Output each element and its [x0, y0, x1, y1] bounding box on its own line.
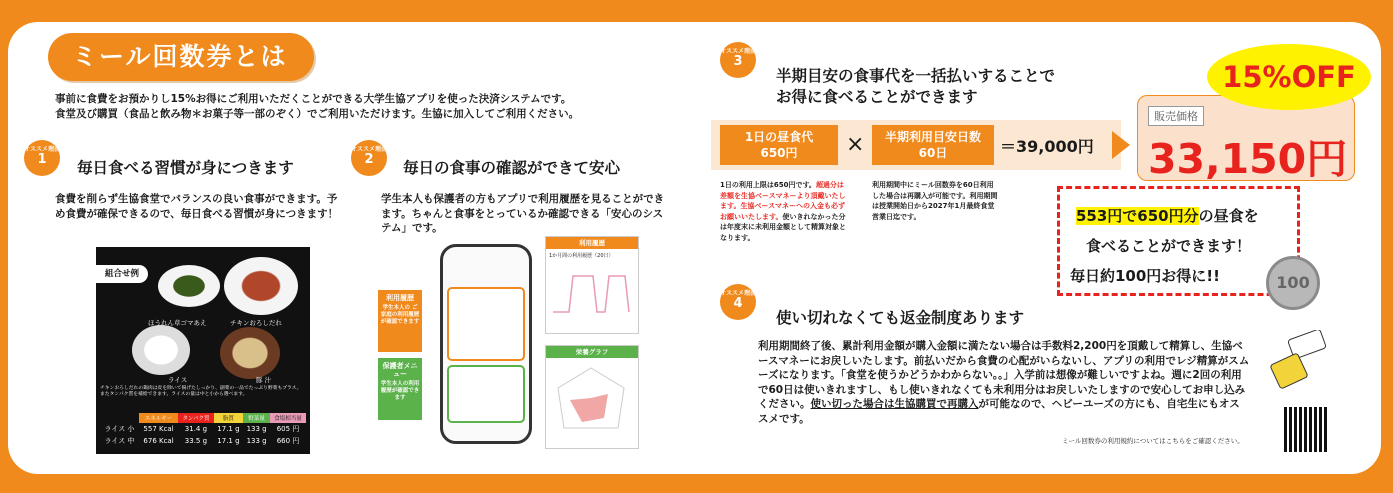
chicken-dish [224, 257, 298, 315]
meal-note: チキンおろしだれの鶏肉は皮を除いて揚げたしっかり、副菜の一品でたっぷり野菜もプラス。またタンパク質を補給できます。ライスの量は中と小から選べます。 [100, 386, 302, 397]
soup-bowl [220, 327, 280, 379]
reason-3-heading: 半期目安の食事代を一括払いすることで お得に食べることができます [776, 67, 1056, 106]
reason-2-body: 学生本人も保護者の方もアプリで利用履歴を見ることができます。ちゃんと食事をとっているか確認できる「安心のシステム」です。 [381, 193, 665, 234]
phone-mockup [440, 244, 532, 444]
meal-example-photo: 組合せ例 ほうれん草ゴマあえ チキンおろしだれ ライス 豚 汁 チキンおろしだれの鶏肉は皮を除いて揚げたしっかり、副菜の一品でたっぷり野菜もプラス。またタンパク質を補給できます。ライスの量は中と小から選べます。 エネルギー タンパク質 脂質 野菜量 食塩相当量 ライス 小 557 Kcal 31.4 g 17.1 g 133 g 605 円 ライス 中 676 Kcal 33.5 g 17.1 g 133 g 660 円 [96, 247, 310, 454]
terms-footer: ミール回数券の利用規約についてはこちらをご確認ください。 [1062, 437, 1244, 445]
reason-1-heading: 毎日食べる習慣が身につきます [77, 159, 294, 177]
page-title: ミール回数券とは [48, 33, 314, 81]
reason-2-badge: オススメ理由 2 [351, 140, 387, 176]
reason-4-body: 利用期間終了後、累計利用金額が購入金額に満たない場合は手数料2,200円を頂戴して精算し、生協ベースマネーにお戻しいたします。前払いだから食費の心配がいらないし、アプリの利用でレジ精算がスムーズになります。「食堂を使うかどうかわからない。。」入学前は想像が難しいですよね。週に2回の利用で60日は使いきれますし、もし使いきれなくても未利用分はお戻しいたしますので安心してお申し込みください。使い切った場合は生協購買で再購入が可能なので、ヘビーユーズの方にも、自宅生にもオススメです。 [758, 340, 1250, 425]
sale-price-box: 販売価格 33,150円 [1137, 95, 1355, 181]
phone-hand-illustration [1268, 330, 1338, 396]
intro-text: 事前に食費をお預かりし15%お得にご利用いただくことができる大学生協アプリを使った決済システムです。 食堂及び購買（食品と飲み物＊お菓子等一部のぞく）でご利用いただけます。生協に加入してご利用ください。 [55, 93, 580, 120]
reason-1-body: 食費を削らず生協食堂でバランスの良い食事ができます。予め食費が確保できるので、毎日食べる習慣が身につきます！ [55, 193, 339, 220]
meal-tag: 組合せ例 [96, 265, 148, 283]
usage-chart-panel: 利用履歴 1か月間の利用履歴（20日） [545, 236, 639, 334]
usage-line-chart [549, 262, 637, 322]
usage-history-tag: 利用履歴 学生本人の ご家庭の利用履歴が確認できます [378, 290, 422, 352]
daily-lunch-box: 1日の昼食代 650円 [720, 125, 838, 165]
rice-bowl [132, 325, 190, 375]
coin-100-icon: 100 [1266, 256, 1320, 310]
price-note-2: 利用期間中にミール回数券を60日利用した場合は再購入が可能です。利用期間は授業開始日から2027年1月最終食堂営業日迄です。 [872, 181, 998, 221]
total-equation: ＝39,000円 [1000, 137, 1094, 156]
usage-line [553, 276, 629, 312]
spinach-dish [158, 265, 220, 307]
promo-box: 553円で650円分の昼食を 食べることができます！ 毎日約100円お得に!! [1057, 186, 1300, 296]
parent-menu-tag: 保護者メニュー 学生本人の利用履歴が確認できます [378, 358, 422, 420]
reason-2-heading: 毎日の食事の確認ができて安心 [403, 159, 621, 177]
reason-4-heading: 使い切れなくても返金制度あります [776, 309, 1025, 327]
times-sign: × [846, 132, 865, 157]
arrow-right-icon [1112, 131, 1130, 159]
reason-1-badge: オススメ理由 1 [24, 140, 60, 176]
reason-4-badge: オススメ理由 4 [720, 284, 756, 320]
nutrition-graph-panel: 栄養グラフ [545, 345, 639, 449]
price-note-1: 1日の利用上限は650円です。超過分は差額を生協ベースマネーより頂戴いたします。生協ベースマネーへの入金も必ずお願いいたします。使いきれなかった分は年度末に未利用金額として精算対象となります。 [720, 181, 846, 242]
qr-code[interactable] [1284, 407, 1329, 452]
reason-3-badge: オススメ理由 3 [720, 42, 756, 78]
radar-chart [546, 358, 636, 446]
table-row: ライス 小 557 Kcal 31.4 g 17.1 g 133 g 605 円 [104, 425, 300, 433]
table-row: ライス 中 676 Kcal 33.5 g 17.1 g 133 g 660 円 [104, 437, 300, 445]
off-badge: 15%OFF [1207, 44, 1371, 110]
nutrition-table: エネルギー タンパク質 脂質 野菜量 食塩相当量 ライス 小 557 Kcal 31.4 g 17.1 g 133 g 605 円 ライス 中 676 Kcal 33.5 g 17.1 g 133 g 660 円 [100, 413, 306, 447]
radar-area [570, 394, 608, 422]
phone-history-list [447, 287, 525, 361]
days-box: 半期利用目安日数 60日 [872, 125, 994, 165]
phone-parent-list [447, 365, 525, 423]
